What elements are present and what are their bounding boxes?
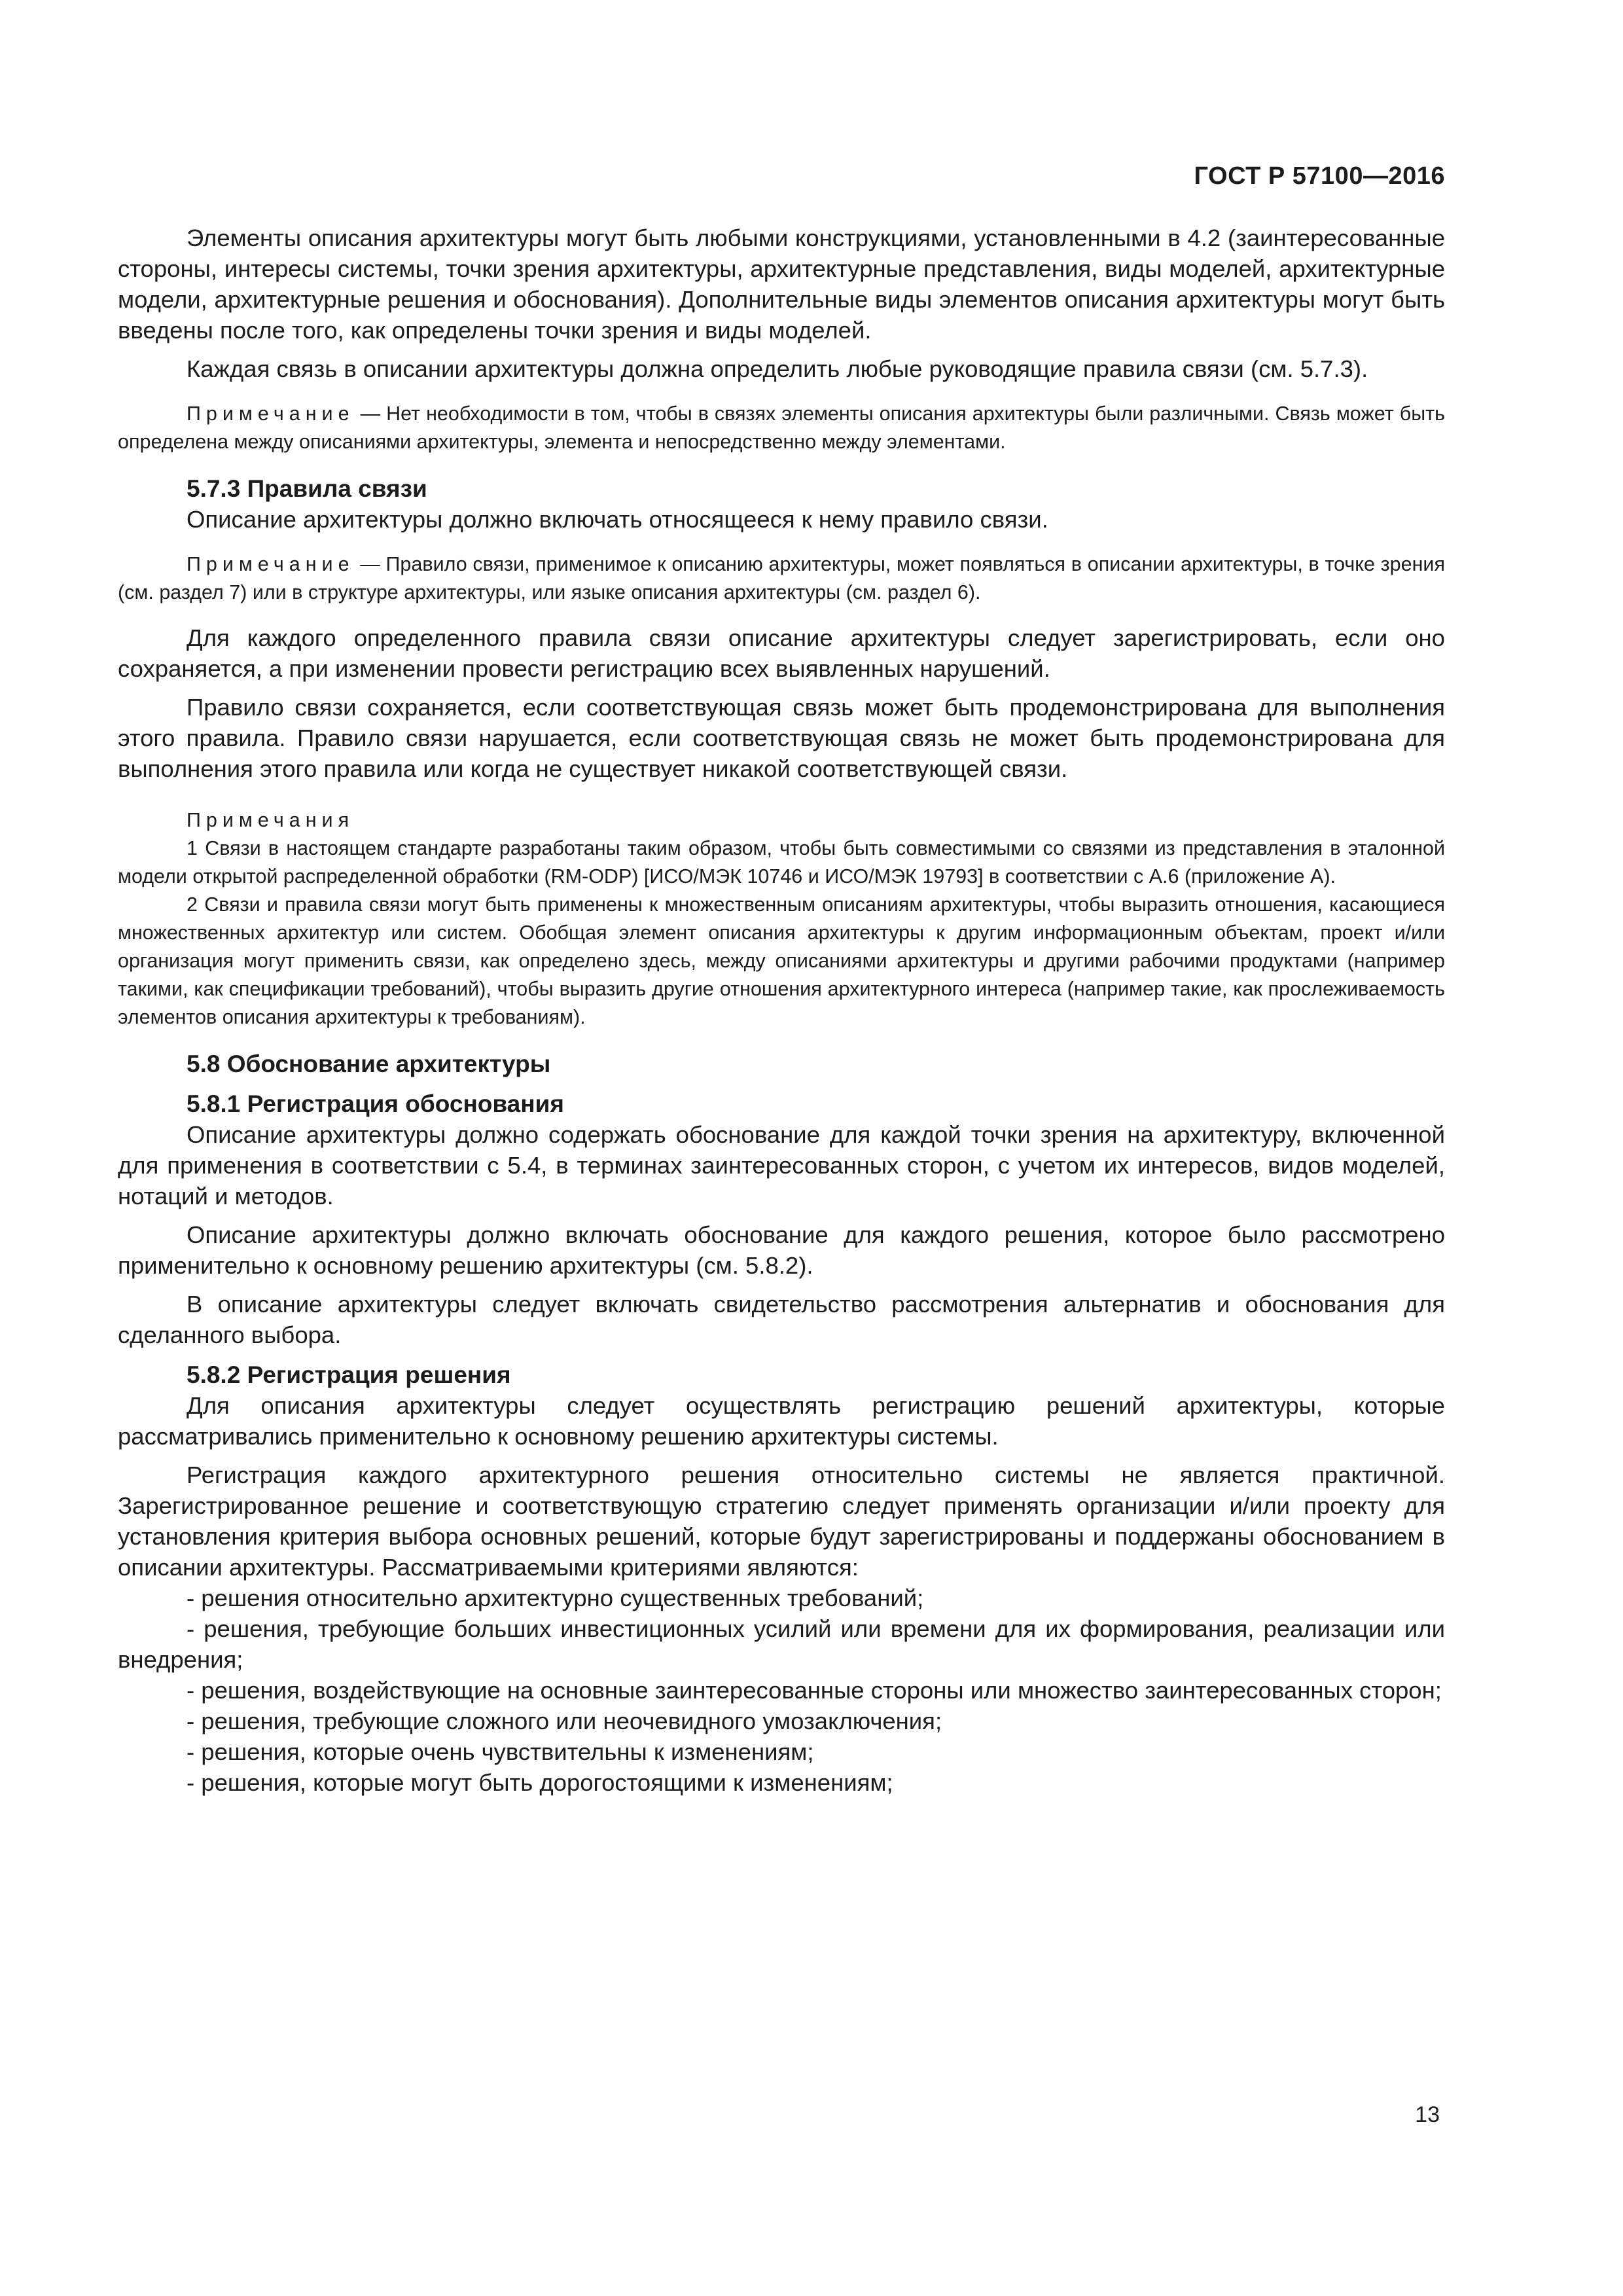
paragraph-link-rules: Каждая связь в описании архитектуры должна определить любые руководящие правила связи (см. 5.7.3). — [187, 355, 1368, 382]
list-item: - решения, требующие больших инвестиционных усилий или времени для их формирования, реализации или внедрения; — [118, 1615, 1445, 1673]
section-heading-5-8-2: 5.8.2 Регистрация решения — [187, 1361, 511, 1388]
list-item: - решения, воздействующие на основные заинтересованные стороны или множество заинтересованных сторон; — [187, 1677, 1442, 1704]
notes-heading: Примечания — [187, 809, 355, 831]
paragraph-elements: Элементы описания архитектуры могут быть любыми конструкциями, установленными в 4.2 (заинтересованные стороны, интересы системы, точки зрения архитектуры, архитектурные представления, виды моделей, архитектурные модели, архитектурные решения и обоснования). Дополнительные виды элементов описания архитектуры могут быть введены после того, как определены точки зрения и виды моделей. — [118, 224, 1445, 344]
note-item-1: 1 Связи в настоящем стандарте разработаны таким образом, чтобы быть совместимыми со связями из представления в эталонной модели открытой распределенной обработки (RM-ODP) [ИСО/МЭК 10746 и ИСО/МЭК 19793] в соответствии с А.6 (приложение А). — [118, 837, 1445, 888]
note-1 — [118, 400, 1445, 456]
note-2 — [118, 550, 1445, 607]
paragraph-rule-holds: Правило связи сохраняется, если соответствующая связь может быть продемонстрирована для выполнения этого правила. Правило связи нарушается, если соответствующая связь не может быть продемонстрирована для выполнения этого правила или когда не существует никакой соответствующей связи. — [118, 694, 1445, 782]
document-header-id: ГОСТ Р 57100—2016 — [1194, 162, 1445, 190]
paragraph-include-rule: Описание архитектуры должно включать относящееся к нему правило связи. — [187, 506, 1048, 533]
list-item: - решения, требующие сложного или неочевидного умозаключения; — [187, 1708, 942, 1734]
note-label: Примечание — [187, 403, 355, 425]
note-text: — Правило связи, применимое к описанию архитектуры, может появляться в описании архитектуры, в точке зрения (см. раздел 7) или в структуре архитектуры, или языке описания архитектуры (см. раздел 6). — [118, 553, 1445, 603]
paragraph-alternatives: В описание архитектуры следует включать свидетельство рассмотрения альтернатив и обоснования для сделанного выбора. — [118, 1291, 1445, 1348]
section-heading-5-8-1: 5.8.1 Регистрация обоснования — [187, 1090, 564, 1117]
page-number: 13 — [1415, 2102, 1440, 2127]
paragraph-rationale-decision: Описание архитектуры должно включать обоснование для каждого решения, которое было рассмотрено применительно к основному решению архитектуры (см. 5.8.2). — [118, 1221, 1445, 1279]
note-item-2: 2 Связи и правила связи могут быть применены к множественным описаниям архитектуры, чтобы выразить отношения, касающиеся множественных архитектур или систем. Обобщая элемент описания архитектуры к другим информационным объектам, проект и/или организация могут применить связи, как определено здесь, между описаниями архитектуры и другими рабочими продуктами (например такими, как спецификации требований), чтобы выразить другие отношения архитектурного интереса (например такие, как прослеживаемость элементов описания архитектуры к требованиям). — [118, 893, 1445, 1028]
list-item: - решения, которые могут быть дорогостоящими к изменениям; — [187, 1769, 893, 1796]
section-heading-5-7-3: 5.7.3 Правила связи — [187, 475, 427, 502]
note-label: Примечание — [187, 553, 355, 575]
paragraph-decision-registration: Для описания архитектуры следует осуществлять регистрацию решений архитектуры, которые рассматривались применительно к основному решению архитектуры системы. — [118, 1392, 1445, 1450]
section-heading-5-8: 5.8 Обоснование архитектуры — [187, 1050, 551, 1077]
paragraph-decision-criteria: Регистрация каждого архитектурного решения относительно системы не является практичной. Зарегистрированное решение и соответствующую стратегию следует применять организации и/или проекту для установления критерия выбора основных решений, которые будут зарегистрированы и поддержаны обоснованием в описании архитектуры. Рассматриваемыми критериями являются: — [118, 1462, 1445, 1581]
note-text: — Нет необходимости в том, чтобы в связях элементы описания архитектуры были различными. Связь может быть определена между описаниями архитектуры, элемента и непосредственно между элементами. — [118, 403, 1446, 453]
paragraph-register-rule: Для каждого определенного правила связи описание архитектуры следует зарегистрировать, если оно сохраняется, а при изменении провести регистрацию всех выявленных нарушений. — [118, 624, 1445, 682]
document-body — [118, 223, 1445, 1798]
list-item: - решения, которые очень чувствительны к изменениям; — [187, 1738, 814, 1765]
paragraph-rationale-viewpoint: Описание архитектуры должно содержать обоснование для каждой точки зрения на архитектуру, включенной для применения в соответствии с 5.4, в терминах заинтересованных сторон, с учетом их интересов, видов моделей, нотаций и методов. — [118, 1121, 1445, 1210]
list-item: - решения относительно архитектурно существенных требований; — [187, 1585, 924, 1611]
